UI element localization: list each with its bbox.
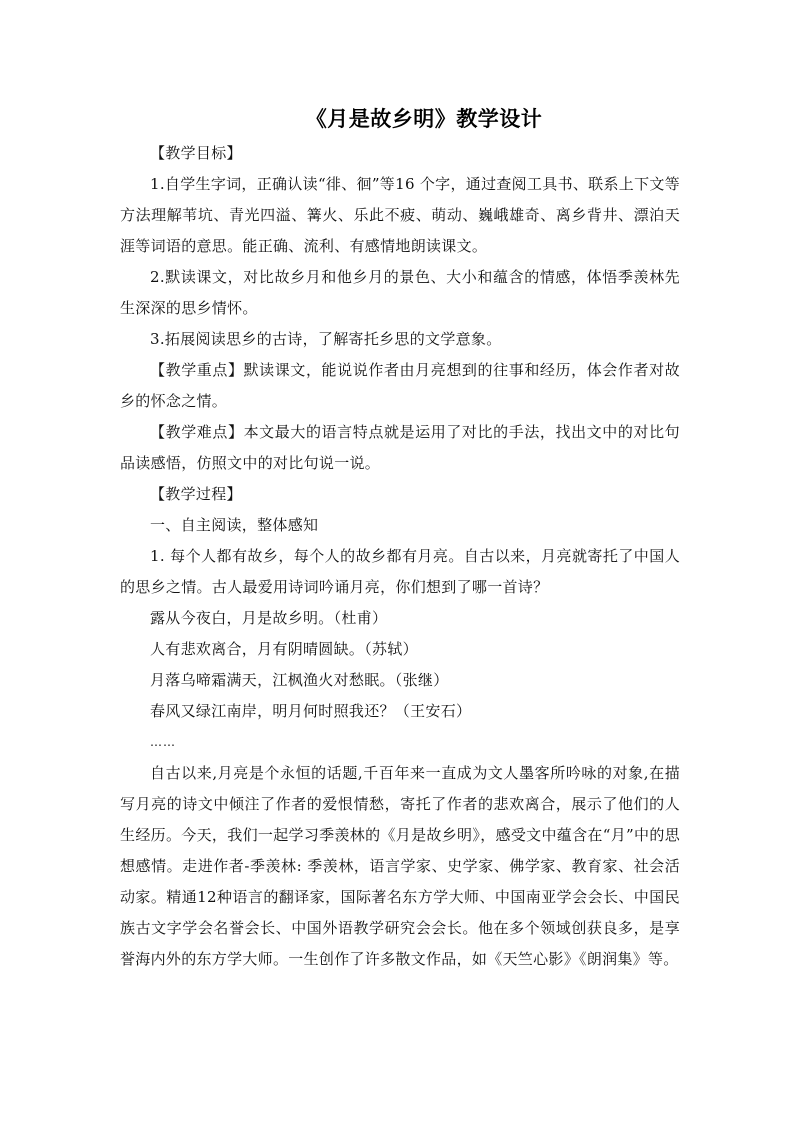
poem-line-wang-anshi: 春风又绿江南岸，明月何时照我还？（王安石）: [150, 702, 472, 720]
section-heading-objectives: 【教学目标】: [150, 144, 242, 162]
poem-line-zhang-ji: 月落乌啼霜满天，江枫渔火对愁眠。（张继）: [150, 671, 449, 689]
teaching-focus: 【教学重点】默读课文，能说说作者由月亮想到的往事和经历，体会作者对故乡的怀念之情。: [120, 361, 680, 410]
document-title: 《月是故乡明》教学设计: [305, 107, 543, 131]
section-heading-process: 【教学过程】: [150, 485, 242, 503]
author-introduction: 自古以来,月亮是个永恒的话题,千百年来一直成为文人墨客所吟咏的对象,在描写月亮的诗文中倾注了作者的爱恨情愁，寄托了作者的悲欢离合，展示了他们的人生经历。今天，我们一起学习季羡林的《月是故乡明》，感受文中蕴含在“月”中的思想感情。走进作者-季羡林: 季羡林，语言学家、史学家、佛学家、教育家、社会活动家。精通12种语言的翻译家，国际著名东方学大师、中国南亚学会会长、中国民族古文字学会名誉会长、中国外语教学研究会会长。他在多个领域创获良多，是享誉海内外的东方学大师。一生创作了许多散文作品，如《天竺心影》《朗润集》等。: [120, 764, 680, 968]
teaching-difficulty: 【教学难点】本文最大的语言特点就是运用了对比的手法，找出文中的对比句品读感悟，仿照文中的对比句说一说。: [120, 423, 680, 472]
objective-3: 3.拓展阅读思乡的古诗，了解寄托乡思的文学意象。: [150, 330, 502, 348]
step-1-intro: 1. 每个人都有故乡，每个人的故乡都有月亮。自古以来，月亮就寄托了中国人的思乡之情。古人最爱用诗词吟诵月亮，你们想到了哪一首诗？: [120, 547, 680, 596]
poem-line-du-fu: 露从今夜白，月是故乡明。（杜甫）: [150, 609, 388, 627]
poem-line-su-shi: 人有悲欢离合，月有阴晴圆缺。（苏轼）: [150, 640, 418, 658]
objective-1: 1.自学生字词，正确认读“徘、徊”等16 个字，通过查阅工具书、联系上下文等方法理解苇坑、青光四溢、篝火、乐此不疲、萌动、巍峨雄奇、离乡背井、漂泊天涯等词语的意思。能正确、流利、有感情地朗读课文。: [120, 175, 680, 255]
document-body: [120, 138, 680, 975]
objective-2: 2.默读课文，对比故乡月和他乡月的景色、大小和蕴含的情感，体悟季羡林先生深深的思乡情怀。: [120, 268, 680, 317]
step-heading-1: 一、自主阅读，整体感知: [150, 516, 319, 534]
ellipsis: ……: [150, 735, 176, 749]
